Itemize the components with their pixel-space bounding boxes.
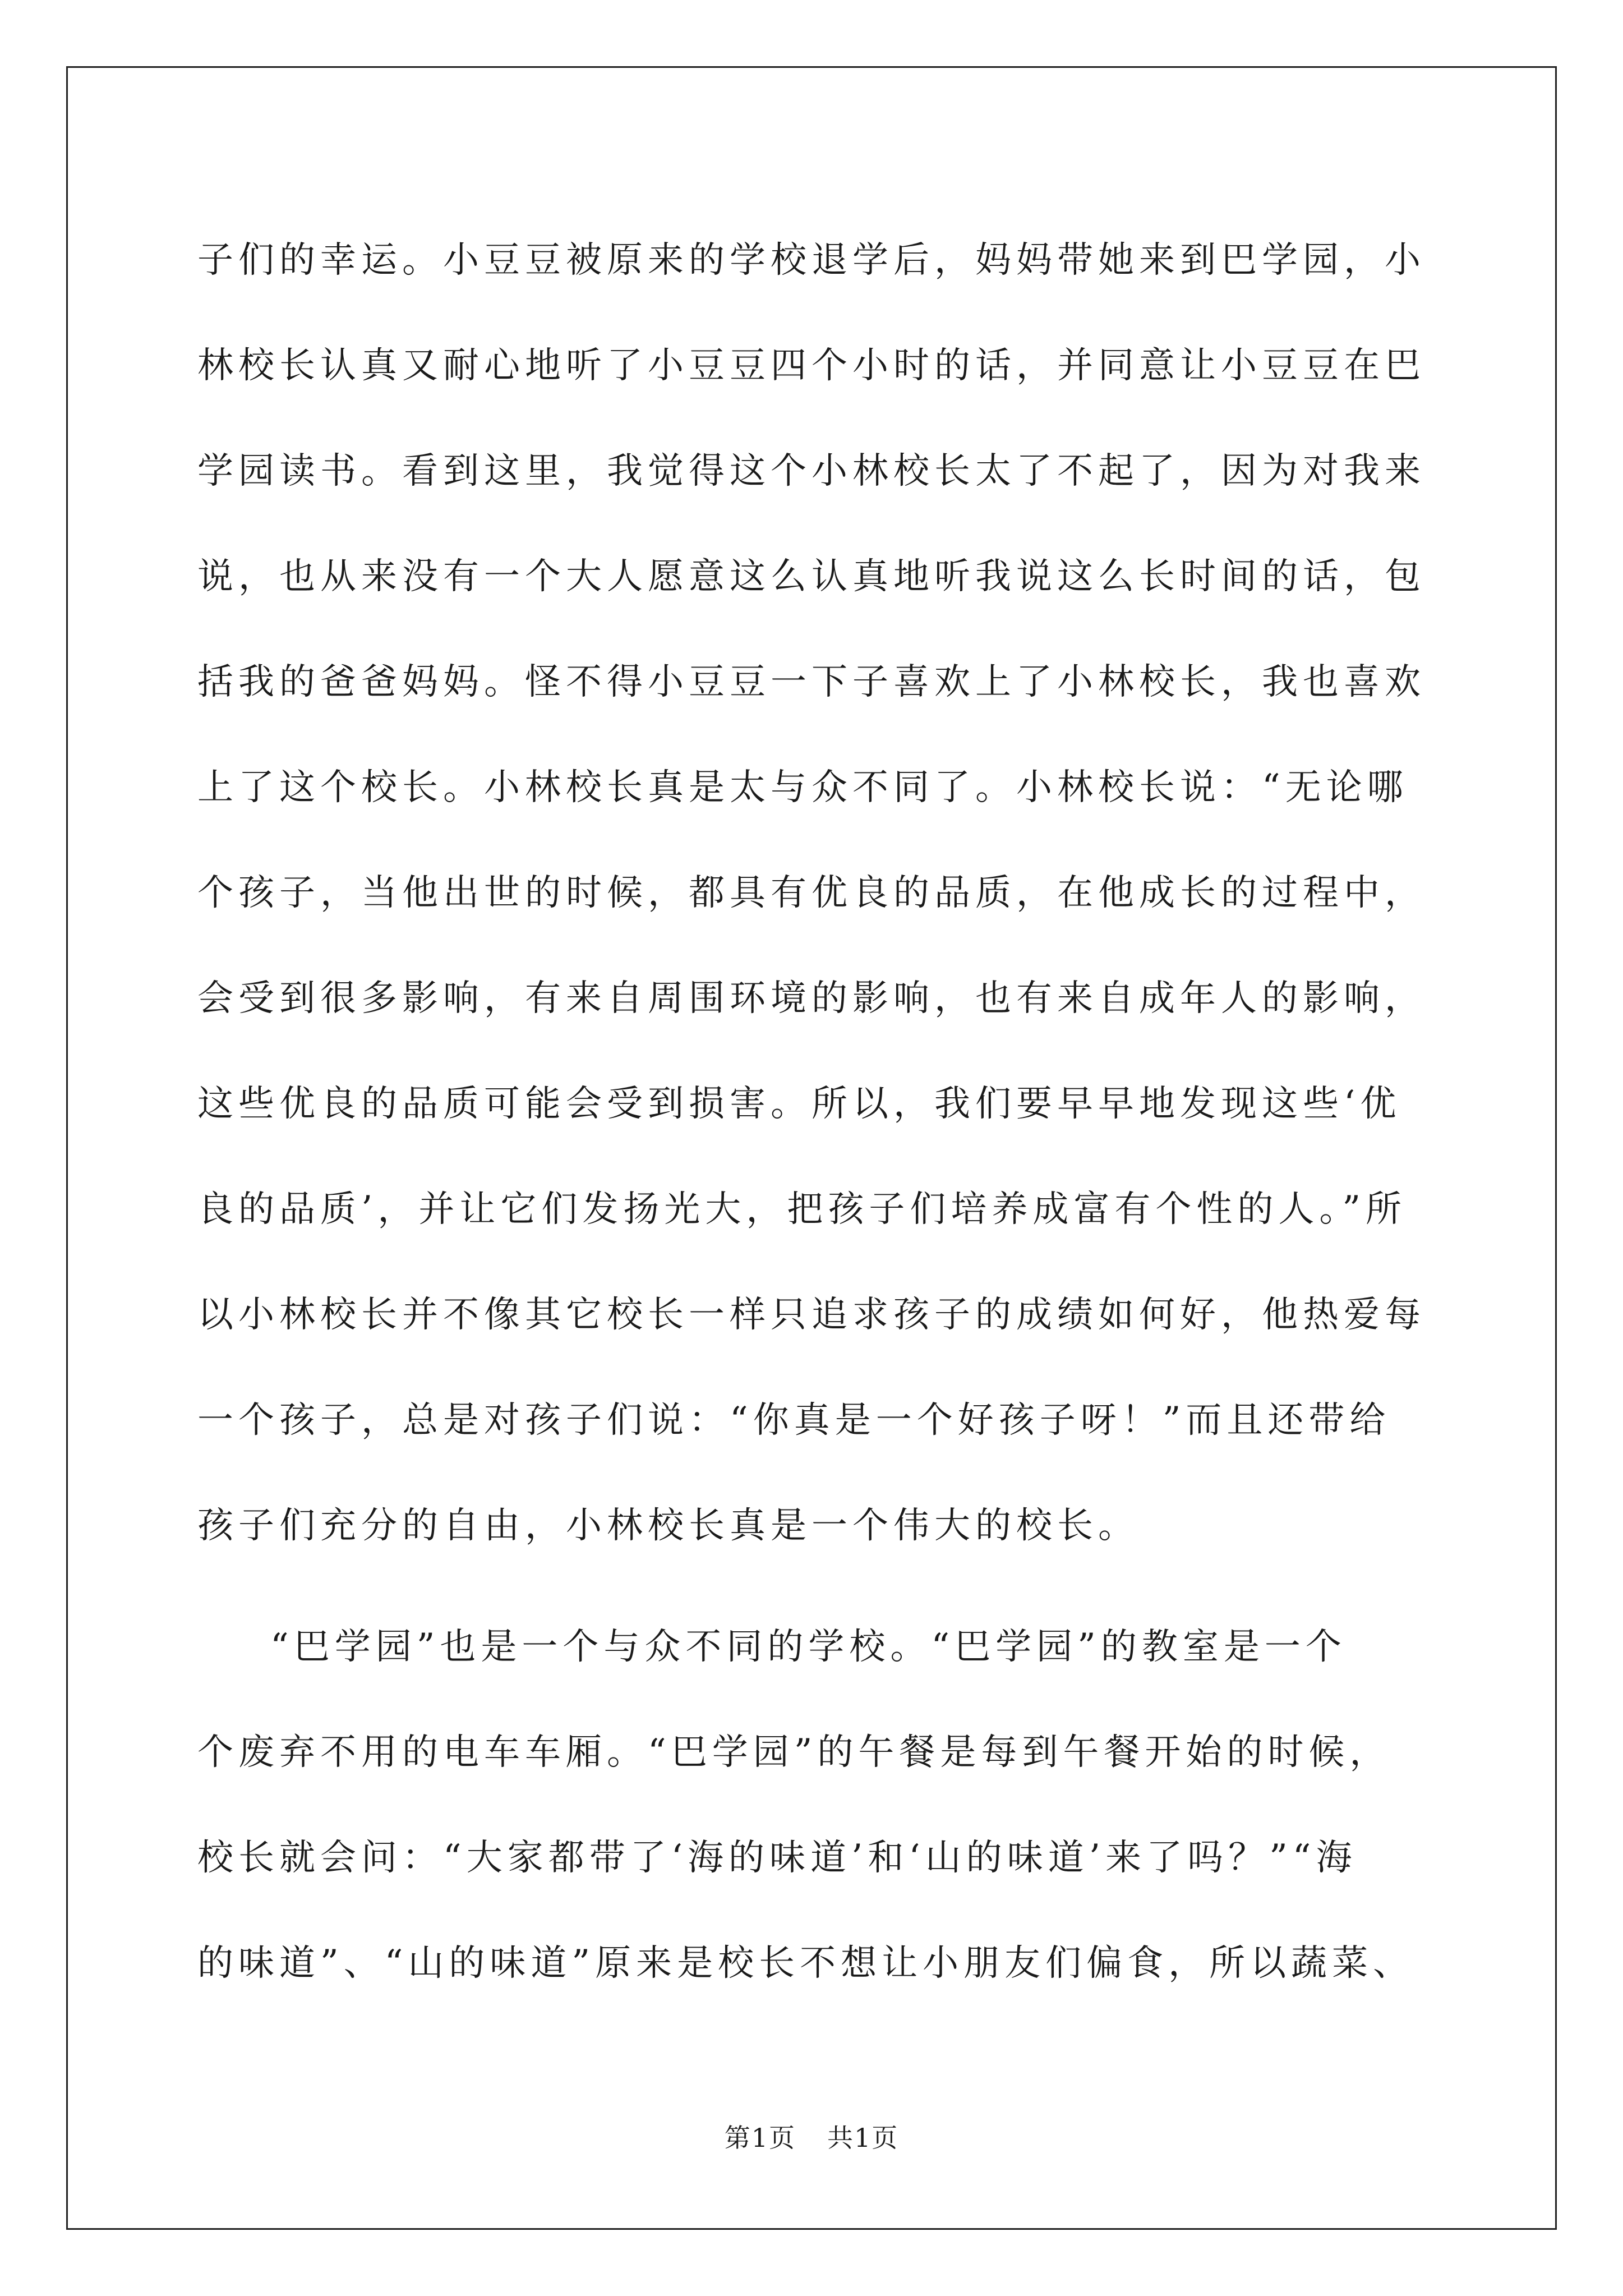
document-body bbox=[197, 208, 1442, 2016]
text-line: 良的品质’，并让它们发扬光大，把孩子们培养成富有个性的人。”所 bbox=[197, 1189, 1407, 1230]
page-footer bbox=[0, 2118, 1623, 2155]
text-line: 这些优良的品质可能会受到损害。所以，我们要早早地发现这些‘优 bbox=[197, 1083, 1401, 1125]
text-line: 说，也从来没有一个大人愿意这么认真地听我说这么长时间的话，包 bbox=[197, 556, 1426, 597]
text-line: 林校长认真又耐心地听了小豆豆四个小时的话，并同意让小豆豆在巴 bbox=[197, 345, 1426, 386]
text-line: 以小林校长并不像其它校长一样只追求孩子的成绩如何好，他热爱每 bbox=[197, 1294, 1426, 1336]
text-line: 孩子们充分的自由，小林校长真是一个伟大的校长。 bbox=[197, 1505, 1139, 1547]
text-line: 子们的幸运。小豆豆被原来的学校退学后，妈妈带她来到巴学园，小 bbox=[197, 240, 1426, 281]
text-line: 校长就会问：“大家都带了‘海的味道’和‘山的味道’来了吗？”“海 bbox=[197, 1837, 1357, 1879]
text-line: 学园读书。看到这里，我觉得这个小林校长太了不起了，因为对我来 bbox=[197, 450, 1426, 492]
page-number-current: 第1页 bbox=[724, 2123, 796, 2153]
text-line-paragraph-start: “巴学园”也是一个与众不同的学校。“巴学园”的教室是一个 bbox=[270, 1626, 1347, 1668]
text-line: 括我的爸爸妈妈。怪不得小豆豆一下子喜欢上了小林校长，我也喜欢 bbox=[197, 661, 1426, 703]
text-line: 会受到很多影响，有来自周围环境的影响，也有来自成年人的影响， bbox=[197, 978, 1426, 1019]
page-number-total: 共1页 bbox=[827, 2123, 899, 2153]
text-line: 个废弃不用的电车车厢。“巴学园”的午餐是每到午餐开始的时候， bbox=[197, 1732, 1391, 1773]
text-line: 一个孩子，总是对孩子们说：“你真是一个好孩子呀！”而且还带给 bbox=[197, 1400, 1391, 1441]
text-line: 个孩子，当他出世的时候，都具有优良的品质，在他成长的过程中， bbox=[197, 872, 1426, 914]
text-line: 上了这个校长。小林校长真是太与众不同了。小林校长说：“无论哪 bbox=[197, 767, 1408, 808]
text-line: 的味道”、“山的味道”原来是校长不想让小朋友们偏食，所以蔬菜、 bbox=[197, 1943, 1414, 1984]
